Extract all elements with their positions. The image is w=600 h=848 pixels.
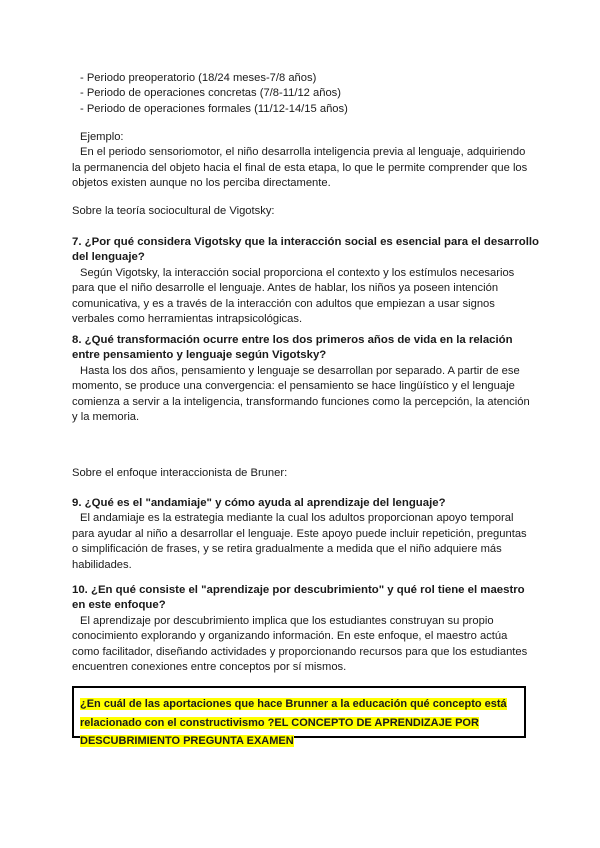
question-text: 7. ¿Por qué considera Vigotsky que la interacción social es esencial para el desarrollo bbox=[72, 236, 539, 248]
example-line: la permanencia del objeto hacia el final de esta etapa, lo que le permite comprender que los bbox=[72, 161, 528, 174]
question-text: entre pensamiento y lenguaje según Vigotsky? bbox=[72, 349, 327, 362]
answer-line: momento, se produce una convergencia: el pensamiento se hace lingüístico y el lenguaje bbox=[72, 380, 515, 393]
question-7 bbox=[72, 235, 539, 327]
question-text: del lenguaje? bbox=[72, 251, 145, 264]
periods-list bbox=[72, 71, 532, 117]
example-block bbox=[72, 130, 532, 192]
question-text: 8. ¿Qué transformación ocurre entre los dos primeros años de vida en la relación bbox=[72, 334, 513, 346]
answer-line: y la memoria. bbox=[72, 411, 140, 424]
answer-line: verbales como herramientas intrapsicológicas. bbox=[72, 313, 303, 326]
question-9 bbox=[72, 496, 532, 573]
answer-line: comunicativa, y es a través de la interacción con adultos que empiezan a usar signos bbox=[72, 297, 495, 310]
list-item: - Periodo preoperatorio (18/24 meses-7/8 años) bbox=[80, 72, 317, 84]
answer-line: conocimiento explorando y organizando información. En este enfoque, el maestro actúa bbox=[72, 630, 508, 643]
exam-highlight-line: ¿En cuál de las aportaciones que hace Brunner a la educación qué concepto está bbox=[80, 698, 507, 710]
answer-line: El andamiaje es la estrategia mediante la cual los adultos proporcionan apoyo temporal bbox=[80, 512, 514, 525]
answer-line: o simplificación de frases, y se retira gradualmente a medida que el niño adquiere más bbox=[72, 543, 502, 556]
section-heading: Sobre la teoría sociocultural de Vigotsky: bbox=[72, 205, 275, 217]
question-text: en este enfoque? bbox=[72, 599, 166, 612]
example-line: En el periodo sensoriomotor, el niño desarrolla inteligencia previa al lenguaje, adquiriendo bbox=[80, 146, 526, 159]
bruner-heading bbox=[72, 466, 532, 481]
question-8 bbox=[72, 333, 532, 425]
exam-question-box bbox=[72, 686, 526, 747]
example-line: objetos existen aunque no los perciba directamente. bbox=[72, 177, 331, 190]
exam-highlight-line: relacionado con el constructivismo ?EL CONCEPTO DE APRENDIZAJE POR bbox=[80, 716, 479, 729]
example-label: Ejemplo: bbox=[80, 131, 124, 143]
list-item: - Periodo de operaciones formales (11/12-14/15 años) bbox=[80, 102, 348, 115]
answer-line: Según Vigotsky, la interacción social proporciona el contexto y los estímulos necesarios bbox=[80, 266, 515, 279]
answer-line: comienza a servir a la inteligencia, transformando funciones como la percepción, la atención bbox=[72, 395, 530, 408]
answer-line: encuentren conexiones entre conceptos por sí mismos. bbox=[72, 661, 347, 674]
answer-line: como facilitador, diseñando actividades y proporcionando recursos para que los estudiantes bbox=[72, 645, 528, 658]
section-heading: Sobre el enfoque interaccionista de Bruner: bbox=[72, 467, 288, 479]
answer-line: para que el niño desarrolle el lenguaje. Antes de hablar, los niños ya poseen intención bbox=[72, 282, 499, 295]
answer-line: El aprendizaje por descubrimiento implica que los estudiantes construyan su propio bbox=[80, 614, 494, 627]
answer-line: habilidades. bbox=[72, 558, 132, 571]
question-text: 10. ¿En qué consiste el "aprendizaje por descubrimiento" y qué rol tiene el maestro bbox=[72, 584, 525, 596]
question-10 bbox=[72, 583, 532, 675]
exam-highlight-line: DESCUBRIMIENTO PREGUNTA EXAMEN bbox=[80, 735, 294, 747]
vigotsky-heading bbox=[72, 204, 532, 219]
answer-line: para ayudar al niño a desarrollar el lenguaje. Este apoyo puede incluir repetición, preguntas bbox=[72, 527, 527, 540]
question-text: 9. ¿Qué es el "andamiaje" y cómo ayuda al aprendizaje del lenguaje? bbox=[72, 497, 446, 509]
answer-line: Hasta los dos años, pensamiento y lenguaje se desarrollan por separado. A partir de ese bbox=[80, 364, 520, 377]
list-item: - Periodo de operaciones concretas (7/8-11/12 años) bbox=[80, 87, 341, 100]
